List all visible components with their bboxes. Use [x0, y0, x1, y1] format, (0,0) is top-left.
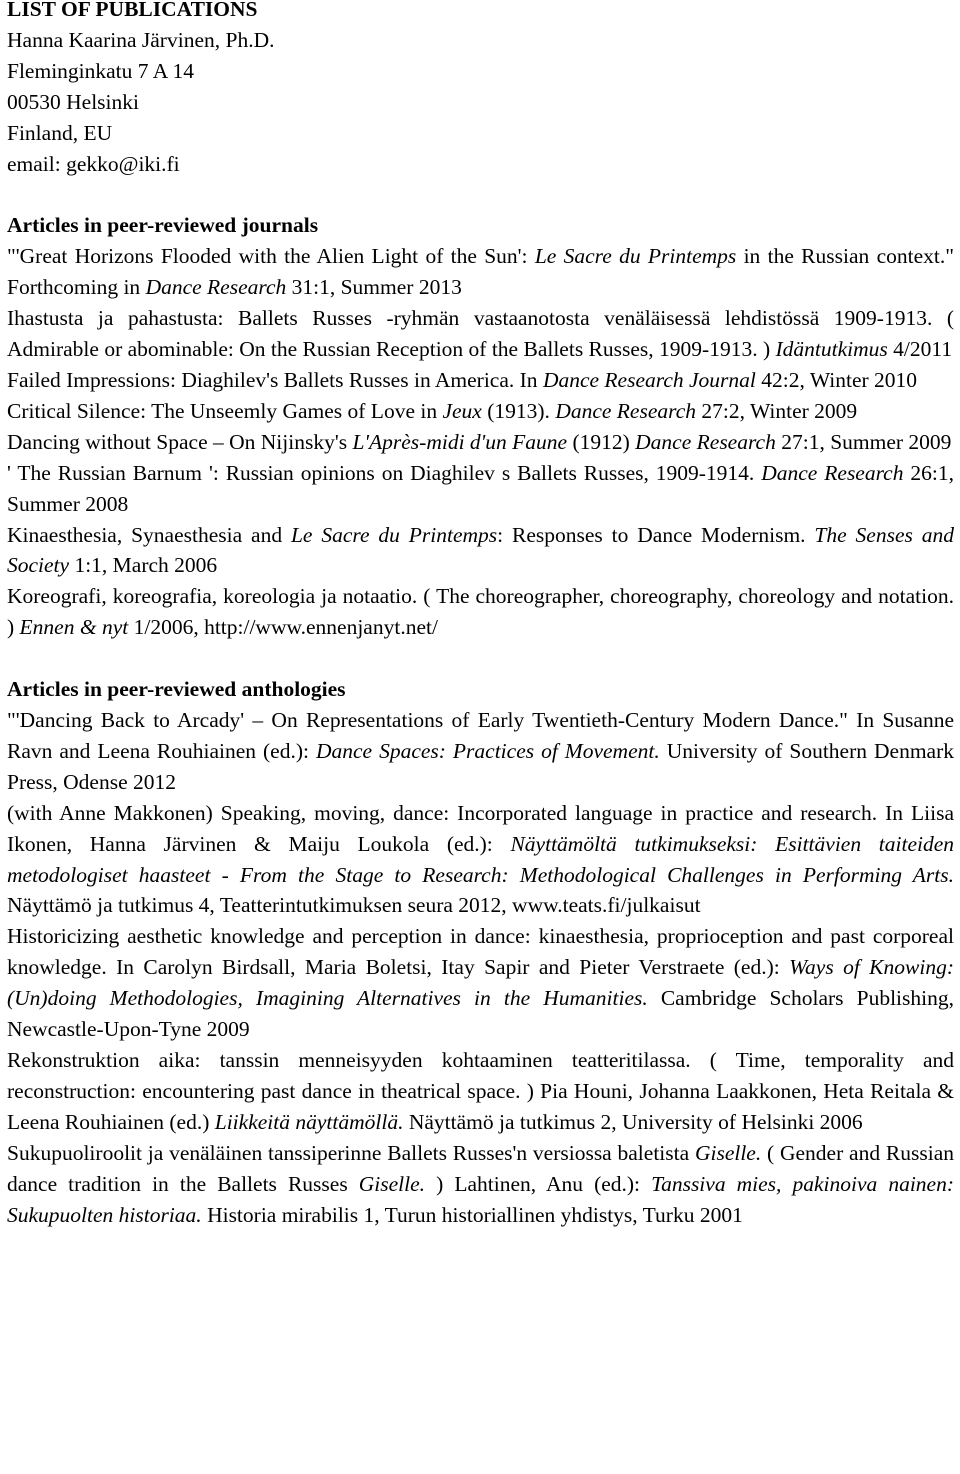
anthology-entry: (with Anne Makkonen) Speaking, moving, dance: Incorporated language in practice and research. In Liisa Ikonen, Hanna Järvinen & Maiju Loukola (ed.): Näyttämöltä tutkimukseksi: Esittävien taiteiden metodologiset haasteet - From the Stage to Research: Methodological Challenges in Performing Arts. Näyttämö ja tutkimus 4, Teatterintutkimuksen seura 2012, www.teats.fi/julkaisut — [7, 800, 954, 918]
journal-entry: Critical Silence: The Unseemly Games of Love in Jeux (1913). Dance Research 27:2, Winter 2009 — [7, 398, 858, 423]
journal-entry: Koreografi, koreografia, koreologia ja notaatio. ( The choreographer, choreography, choreology and notation. ) Ennen & nyt 1/2006, http://www.ennenjanyt.net/ — [7, 584, 954, 640]
section-spacer — [7, 643, 954, 674]
address-street: Fleminginkatu 7 A 14 — [7, 58, 194, 83]
contact-email: email: gekko@iki.fi — [7, 151, 180, 176]
address-postal: 00530 Helsinki — [7, 89, 139, 114]
journal-entry: ' The Russian Barnum ': Russian opinions on Diaghilev s Ballets Russes, 1909-1914. Dance Research 26:1, Summer 2008 — [7, 460, 954, 516]
author-name: Hanna Kaarina Järvinen, Ph.D. — [7, 27, 275, 52]
journal-entry: Ihastusta ja pahastusta: Ballets Russes -ryhmän vastaanotosta venäläisessä lehdistössä 1909-1913. ( Admirable or abominable: On the Russian Reception of the Ballets Russes, 1909-1913. ) Idäntutkimus 4/2011 — [7, 306, 954, 362]
address-country: Finland, EU — [7, 120, 113, 145]
anthology-entry: "'Dancing Back to Arcady' – On Representations of Early Twentieth-Century Modern Dance." In Susanne Ravn and Leena Rouhiainen (ed.): Dance Spaces: Practices of Movement. University of Southern Denmark Press, Odense 2012 — [7, 708, 954, 794]
journals-section — [7, 210, 954, 643]
document-title: LIST OF PUBLICATIONS — [7, 0, 258, 21]
anthology-entry: Historicizing aesthetic knowledge and perception in dance: kinaesthesia, proprioception and past corporeal knowledge. In Carolyn Birdsall, Maria Boletsi, Itay Sapir and Pieter Verstraete (ed.): Ways of Knowing: (Un)doing Methodologies, Imagining Alternatives in the Humanities. Cambridge Scholars Publishing, Newcastle-Upon-Tyne 2009 — [7, 924, 954, 1042]
journal-entry: Dancing without Space – On Nijinsky's L'Après-midi d'un Faune (1912) Dance Research 27:1, Summer 2009 — [7, 429, 952, 454]
anthology-entry: Rekonstruktion aika: tanssin menneisyyden kohtaaminen teatteritilassa. ( Time, temporality and reconstruction: encountering past dance in theatrical space. ) Pia Houni, Johanna Laakkonen, Heta Reitala & Leena Rouhiainen (ed.) Liikkeitä näyttämöllä. Näyttämö ja tutkimus 2, University of Helsinki 2006 — [7, 1048, 954, 1134]
section-heading-journals: Articles in peer-reviewed journals — [7, 213, 319, 238]
journal-entry: Kinaesthesia, Synaesthesia and Le Sacre du Printemps: Responses to Dance Modernism. The Senses and Society 1:1, March 2006 — [7, 522, 954, 578]
anthology-entry: Sukupuoliroolit ja venäläinen tanssiperinne Ballets Russes'n versiossa baletista Giselle. ( Gender and Russian dance tradition in the Ballets Russes Giselle. ) Lahtinen, Anu (ed.): Tanssiva mies, pakinoiva nainen: Sukupuolten historiaa. Historia mirabilis 1, Turun historiallinen yhdistys, Turku 2001 — [7, 1140, 954, 1227]
document-header — [7, 0, 954, 179]
anthologies-section — [7, 674, 954, 1230]
journal-entry: Failed Impressions: Diaghilev's Ballets Russes in America. In Dance Research Journal 42:2, Winter 2010 — [7, 367, 918, 392]
section-heading-anthologies: Articles in peer-reviewed anthologies — [7, 677, 346, 702]
journal-entry: "'Great Horizons Flooded with the Alien Light of the Sun': Le Sacre du Printemps in the Russian context." Forthcoming in Dance Research 31:1, Summer 2013 — [7, 244, 954, 300]
section-spacer — [7, 179, 954, 210]
